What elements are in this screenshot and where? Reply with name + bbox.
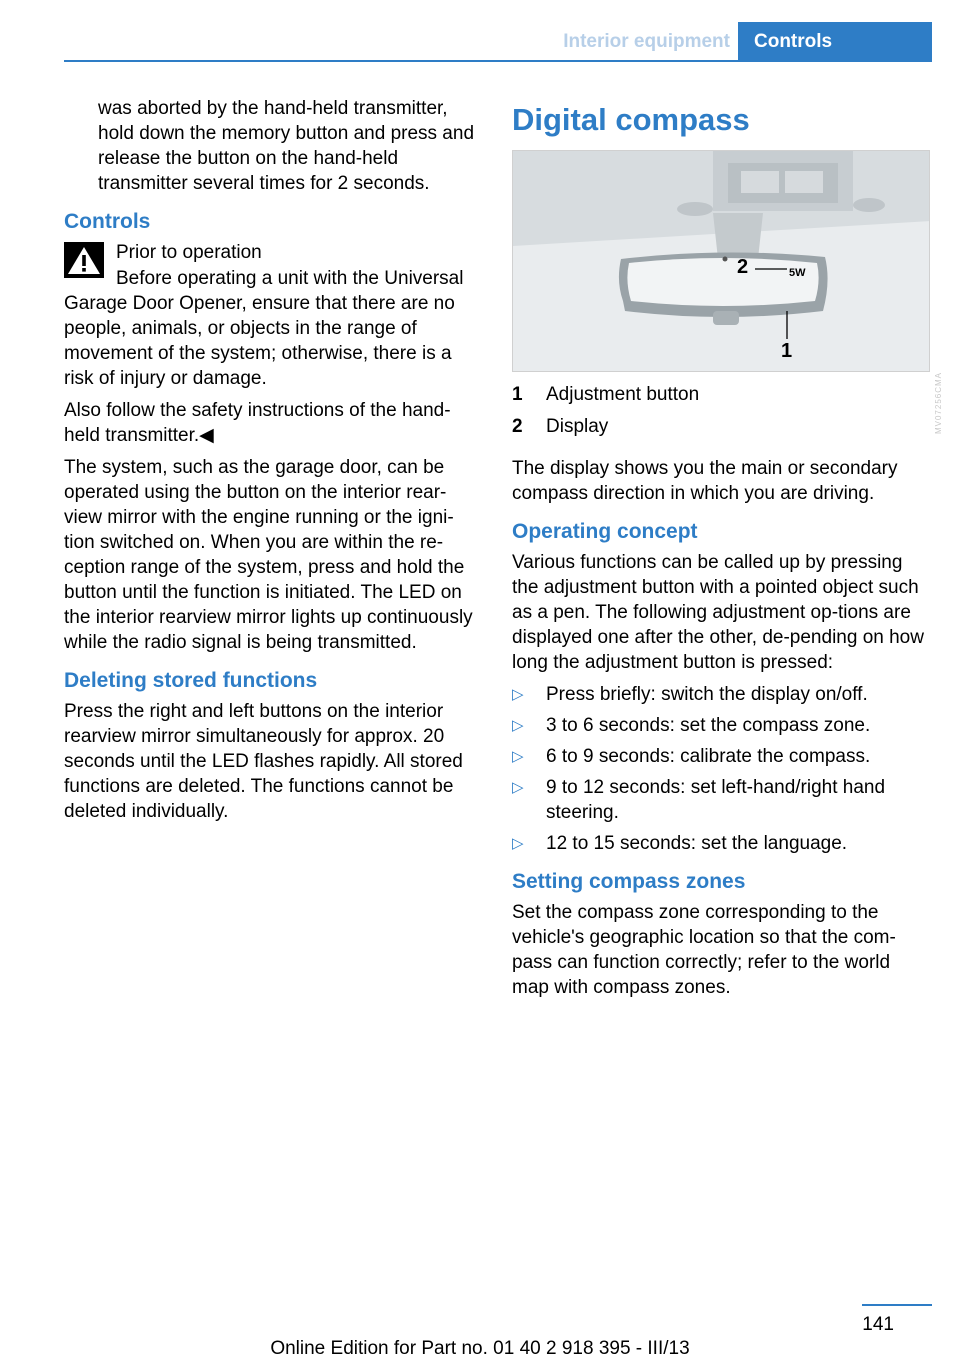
legend-label: Display: [546, 416, 609, 437]
list-item: ▷ 9 to 12 seconds: set left-hand/right hand steering.: [512, 775, 932, 825]
header-rule: [64, 60, 932, 62]
list-item: ▷ Press briefly: switch the display on/off.: [512, 682, 932, 707]
rearview-mirror-illustration: [513, 151, 930, 372]
figure-legend: [512, 382, 932, 446]
legend-item: [512, 414, 932, 446]
figure-code: MV07256CMA: [934, 372, 943, 435]
deleting-paragraph: Press the right and left buttons on the interior rearview mirror simultaneously for approx. 20 seconds until the LED flashes rapidly. All stored functions are deleted. The functions cannot be deleted individually.: [64, 701, 463, 822]
controls-heading: Controls: [64, 210, 151, 233]
right-column: [512, 96, 932, 1007]
operating-paragraph: Various functions can be called up by pressing the adjustment button with a pointed object such as a pen. The following adjustment op-tions are displayed one after the other, de-pending on how long the adjustment button is pressed:: [512, 552, 924, 673]
display-paragraph: The display shows you the main or secondary compass direction in which you are driving.: [512, 458, 898, 504]
warning-body: Before operating a unit with the Universal Garage Door Opener, ensure that there are no people, animals, or objects in the range of movement of the system; otherwise, there is a risk of injury or damage.: [64, 268, 464, 389]
legend-number: 1: [512, 384, 523, 405]
warning-icon: [64, 242, 104, 278]
deleting-heading: Deleting stored functions: [64, 669, 318, 692]
intro-paragraph: was aborted by the hand-held transmitter, hold down the memory button and press and release the button on the hand-held transmitter several times for 2 seconds.: [98, 98, 475, 194]
warning-block: [64, 240, 484, 290]
callout-1: 1: [781, 340, 793, 362]
legend-item: [512, 382, 932, 414]
adjustment-options-list: [512, 682, 932, 856]
warning-follow-text: Also follow the safety instructions of the hand-held transmitter.◀: [64, 400, 451, 446]
compass-display-readout: 5W: [789, 267, 806, 279]
system-paragraph: The system, such as the garage door, can be operated using the button on the interior rear-view mirror with the engine running or the igni-tion switched on. When you are within the re-ception range of the system, press and hold the button until the function is initiated. The LED on the interior rearview mirror lights up continuously while the radio signal is being transmitted.: [64, 457, 473, 653]
zones-heading: Setting compass zones: [512, 870, 746, 893]
list-item: ▷ 12 to 15 seconds: set the language.: [512, 831, 932, 856]
warning-title: Prior to operation: [116, 242, 262, 263]
zones-paragraph: Set the compass zone corresponding to the vehicle's geographic location so that the com-pass can function correctly; refer to the world map with compass zones.: [512, 902, 896, 998]
legend-label: Adjustment button: [546, 384, 700, 405]
page-number: 141: [862, 1314, 894, 1335]
footer-rule: [862, 1304, 932, 1306]
page-title: Digital compass: [512, 102, 750, 137]
list-item: ▷ 3 to 6 seconds: set the compass zone.: [512, 713, 932, 738]
header-chapter-tab: Controls: [738, 22, 932, 62]
edition-footer: Online Edition for Part no. 01 40 2 918 395 - III/13: [270, 1338, 690, 1359]
left-column: [64, 96, 484, 831]
header-section-label: Interior equipment: [563, 31, 730, 52]
list-item: ▷ 6 to 9 seconds: calibrate the compass.: [512, 744, 932, 769]
callout-2: 2: [737, 256, 749, 278]
mirror-figure: [512, 150, 930, 372]
legend-number: 2: [512, 416, 523, 437]
operating-heading: Operating concept: [512, 520, 698, 543]
